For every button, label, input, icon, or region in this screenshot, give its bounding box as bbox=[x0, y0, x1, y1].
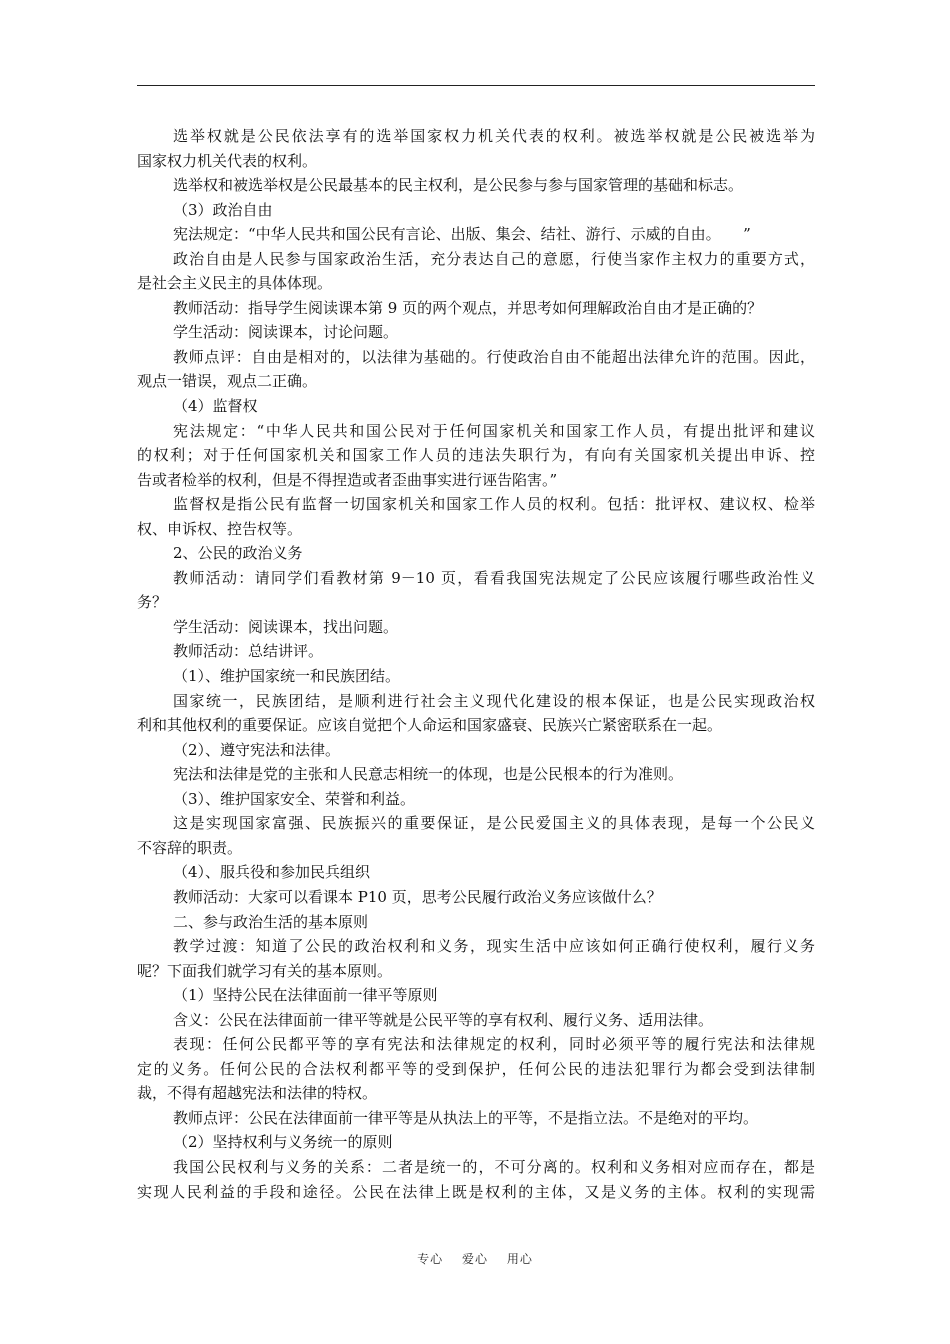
text-line: 不容辞的职责。 bbox=[137, 838, 243, 857]
text-line: （3）、维护国家安全、荣誉和利益。 bbox=[173, 789, 416, 808]
text-line: 国家权力机关代表的权利。 bbox=[137, 151, 318, 170]
text-line: 定的义务。任何公民的合法权利都平等的受到保护，任何公民的违法犯罪行为都会受到法律制 bbox=[137, 1059, 815, 1078]
text-line: 裁，不得有超越宪法和法律的特权。 bbox=[137, 1084, 378, 1103]
text-line: 权、申诉权、控告权等。 bbox=[137, 519, 303, 538]
page-footer bbox=[0, 1250, 950, 1267]
text-line: 含义：公民在法律面前一律平等就是公民平等的享有权利、履行义务、适用法律。 bbox=[173, 1010, 714, 1029]
text-line: 告或者检举的权利，但是不得捏造或者歪曲事实进行诬告陷害。” bbox=[137, 470, 558, 489]
text-line: 国家统一，民族团结，是顺利进行社会主义现代化建设的根本保证，也是公民实现政治权 bbox=[173, 691, 815, 710]
text-line: 是社会主义民主的具体体现。 bbox=[137, 274, 333, 293]
text-line: 宪法规定：“中华人民共和国公民对于任何国家机关和国家工作人员，有提出批评和建议 bbox=[173, 421, 815, 440]
text-line: 教师点评：自由是相对的，以法律为基础的。行使政治自由不能超出法律允许的范围。因此， bbox=[173, 347, 815, 366]
footer-motto-1: 专心 bbox=[417, 1252, 444, 1266]
text-line: （4）监督权 bbox=[173, 397, 258, 416]
text-line: 务？ bbox=[137, 593, 168, 612]
text-line: 学生活动：阅读课本，找出问题。 bbox=[173, 617, 399, 636]
text-line: 表现：任何公民都平等的享有宪法和法律规定的权利，同时必须平等的履行宪法和法律规 bbox=[173, 1035, 815, 1054]
text-line: 实现人民利益的手段和途径。公民在法律上既是权利的主体，又是义务的主体。权利的实现需 bbox=[137, 1182, 815, 1201]
text-line: 教学过渡：知道了公民的政治权利和义务，现实生活中应该如何正确行使权利，履行义务 bbox=[173, 937, 815, 956]
text-line: 政治自由是人民参与国家政治生活，充分表达自己的意愿，行使当家作主权力的重要方式， bbox=[173, 249, 815, 268]
text-line: 宪法和法律是党的主张和人民意志相统一的体现，也是公民根本的行为准则。 bbox=[173, 765, 684, 784]
text-line: 二、参与政治生活的基本原则 bbox=[173, 912, 369, 931]
text-line: 呢？下面我们就学习有关的基本原则。 bbox=[137, 961, 393, 980]
footer-motto-3: 用心 bbox=[506, 1252, 533, 1266]
text-line: （3）政治自由 bbox=[173, 200, 273, 219]
text-line: （1）坚持公民在法律面前一律平等原则 bbox=[173, 986, 438, 1005]
text-line: （1）、维护国家统一和民族团结。 bbox=[173, 667, 401, 686]
text-line: 教师点评：公民在法律面前一律平等是从执法上的平等，不是指立法。不是绝对的平均。 bbox=[173, 1108, 759, 1127]
text-line: （2）坚持权利与义务统一的原则 bbox=[173, 1133, 393, 1152]
text-line: 教师活动：大家可以看课本 P10 页，思考公民履行政治义务应该做什么？ bbox=[173, 887, 662, 906]
text-line: 2、公民的政治义务 bbox=[173, 544, 303, 563]
text-line: 宪法规定：“中华人民共和国公民有言论、出版、集会、结社、游行、示威的自由。 ” bbox=[173, 225, 751, 244]
text-line: 利和其他权利的重要保证。应该自觉把个人命运和国家盛衰、民族兴亡紧密联系在一起。 bbox=[137, 716, 723, 735]
header-rule bbox=[137, 85, 815, 86]
footer-motto-2: 爱心 bbox=[461, 1252, 488, 1266]
text-line: 教师活动：总结讲评。 bbox=[173, 642, 324, 661]
text-line: （4）、服兵役和参加民兵组织 bbox=[173, 863, 371, 882]
text-line: 的权利；对于任何国家机关和国家工作人员的违法失职行为，有向有关国家机关提出申诉、控 bbox=[137, 446, 815, 465]
text-line: 我国公民权利与义务的关系：二者是统一的，不可分离的。权利和义务相对应而存在，都是 bbox=[173, 1157, 815, 1176]
document-body bbox=[137, 124, 815, 1204]
text-line: 教师活动：指导学生阅读课本第 9 页的两个观点，并思考如何理解政治自由才是正确的？ bbox=[173, 298, 763, 317]
text-line: （2）、遵守宪法和法律。 bbox=[173, 740, 341, 759]
text-line: 这是实现国家富强、民族振兴的重要保证，是公民爱国主义的具体表现，是每一个公民义 bbox=[173, 814, 815, 833]
text-line: 观点一错误，观点二正确。 bbox=[137, 372, 318, 391]
text-line: 选举权和被选举权是公民最基本的民主权利，是公民参与参与国家管理的基础和标志。 bbox=[173, 176, 744, 195]
text-line: 教师活动：请同学们看教材第 9－10 页，看看我国宪法规定了公民应该履行哪些政治性义 bbox=[173, 568, 815, 587]
text-line: 监督权是指公民有监督一切国家机关和国家工作人员的权利。包括：批评权、建议权、检举 bbox=[173, 495, 815, 514]
text-line: 学生活动：阅读课本，讨论问题。 bbox=[173, 323, 399, 342]
text-line: 选举权就是公民依法享有的选举国家权力机关代表的权利。被选举权就是公民被选举为 bbox=[173, 127, 815, 145]
